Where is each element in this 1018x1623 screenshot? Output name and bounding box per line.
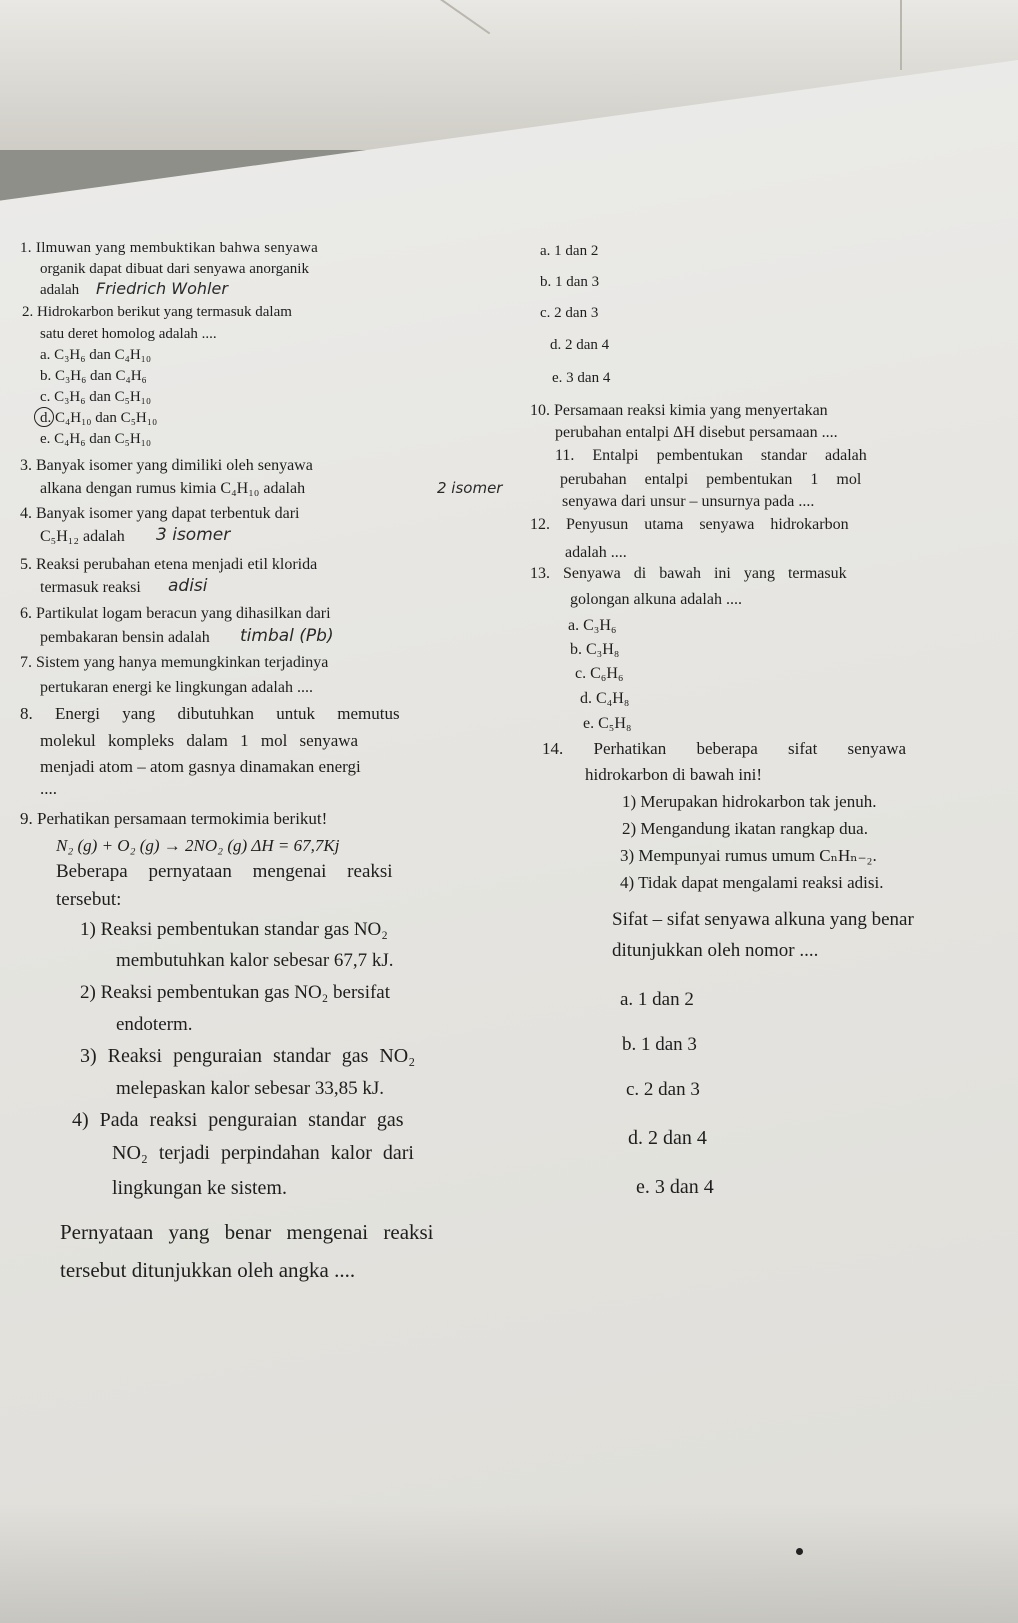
question-6-line: pembakaran bensin adalah (40, 629, 210, 646)
question-9-line: tersebut ditunjukkan oleh angka .... (60, 1258, 356, 1282)
option-r1b: b. 1 dan 3 (540, 274, 600, 290)
option-13c: c. C₆H₆ (575, 665, 624, 682)
question-9-line: tersebut: (56, 889, 122, 910)
question-13-line: golongan alkuna adalah .... (570, 591, 742, 608)
question-7-line: pertukaran energi ke lingkungan adalah .... (40, 679, 313, 696)
question-3-line: 3. Banyak isomer yang dimiliki oleh senyawa (20, 457, 313, 474)
question-12-line: adalah .... (565, 544, 627, 561)
statement-14-2: 2) Mengandung ikatan rangkap dua. (622, 819, 868, 838)
question-2-line: 2. Hidrokarbon berikut yang termasuk dalam (22, 304, 292, 320)
option-2a: a. C₃H₆ dan C₄H₁₀ (40, 347, 152, 363)
question-14-line: ditunjukkan oleh nomor .... (612, 940, 819, 961)
question-11-line: perubahan entalpi pembentukan 1 mol (560, 471, 862, 488)
question-6-line: 6. Partikulat logam beracun yang dihasilkan dari (20, 605, 331, 622)
question-9-line: Beberapa pernyataan mengenai reaksi (56, 861, 393, 882)
statement-9-2: 2) Reaksi pembentukan gas NO₂ bersifat (80, 982, 391, 1003)
handwritten-answer-4: 3 isomer (156, 525, 231, 545)
question-9-equation: N₂ (g) + O₂ (g) → 2NO₂ (g) ΔH = 67,7Kj (56, 836, 340, 855)
statement-9-4: lingkungan ke sistem. (112, 1177, 287, 1199)
statement-9-4: NO₂ terjadi perpindahan kalor dari (112, 1142, 414, 1164)
statement-9-3: 3) Reaksi penguraian standar gas NO₂ (80, 1045, 416, 1067)
statement-14-3: 3) Mempunyai rumus umum CₙHₙ₋₂. (620, 846, 877, 865)
question-1-line: adalah (40, 282, 80, 298)
question-5-line: 5. Reaksi perubahan etena menjadi etil klorida (20, 556, 318, 573)
question-4-line: 4. Banyak isomer yang dapat terbentuk dari (20, 505, 300, 522)
question-10-line: 10. Persamaan reaksi kimia yang menyertakan (530, 402, 828, 419)
floor-tile-seam (900, 0, 902, 70)
question-5-line: termasuk reaksi (40, 579, 141, 596)
option-13e: e. C₅H₈ (583, 715, 632, 732)
question-13-line: 13. Senyawa di bawah ini yang termasuk (530, 565, 847, 582)
question-14-line: Sifat – sifat senyawa alkuna yang benar (612, 909, 914, 930)
question-9-line: 9. Perhatikan persamaan termokimia berikut! (20, 809, 328, 828)
handwritten-answer-6: timbal (Pb) (240, 626, 334, 646)
question-9-line: Pernyataan yang benar mengenai reaksi (60, 1220, 434, 1244)
question-8-line: molekul kompleks dalam 1 mol senyawa (40, 731, 359, 750)
option-r2d: d. 2 dan 4 (628, 1127, 707, 1149)
option-2b: b. C₃H₆ dan C₄H₆ (40, 368, 147, 384)
option-r2c: c. 2 dan 3 (626, 1079, 700, 1100)
statement-9-1: 1) Reaksi pembentukan standar gas NO₂ (80, 919, 388, 940)
question-12-line: 12. Penyusun utama senyawa hidrokarbon (530, 516, 849, 533)
question-11-line: 11. Entalpi pembentukan standar adalah (555, 447, 867, 464)
question-14-line: hidrokarbon di bawah ini! (585, 765, 763, 784)
question-14-line: 14. Perhatikan beberapa sifat senyawa (542, 739, 907, 758)
question-8-line: .... (40, 779, 57, 798)
question-1-line: 1. Ilmuwan yang membuktikan bahwa senyawa (20, 240, 319, 256)
option-2e: e. C₄H₆ dan C₅H₁₀ (40, 431, 152, 447)
statement-9-1: membutuhkan kalor sebesar 67,7 kJ. (116, 950, 394, 971)
question-3-line: alkana dengan rumus kimia C₄H₁₀ adalah (40, 480, 306, 497)
option-13d: d. C₄H₈ (580, 690, 630, 707)
option-r2e: e. 3 dan 4 (636, 1176, 714, 1198)
option-r1e: e. 3 dan 4 (552, 370, 611, 386)
question-1-line: organik dapat dibuat dari senyawa anorganik (40, 261, 309, 277)
option-2d: d. C₄H₁₀ dan C₅H₁₀ (40, 410, 158, 426)
question-8-line: 8. Energi yang dibutuhkan untuk memutus (20, 704, 400, 723)
option-r2a: a. 1 dan 2 (620, 989, 694, 1010)
option-13a: a. C₃H₆ (568, 617, 617, 634)
option-r1d: d. 2 dan 4 (550, 337, 610, 353)
question-7-line: 7. Sistem yang hanya memungkinkan terjadinya (20, 654, 329, 671)
statement-14-1: 1) Merupakan hidrokarbon tak jenuh. (622, 792, 877, 811)
handwritten-answer-3: 2 isomer (437, 479, 503, 497)
option-r1a: a. 1 dan 2 (540, 243, 599, 259)
option-2c: c. C₃H₆ dan C₅H₁₀ (40, 389, 152, 405)
question-4-line: C₅H₁₂ adalah (40, 528, 125, 545)
statement-9-2: endoterm. (116, 1014, 193, 1035)
handwritten-answer-5: adisi (168, 576, 208, 596)
paper-shadow (0, 1503, 1018, 1623)
paper-speck (796, 1548, 803, 1555)
question-10-line: perubahan entalpi ΔH disebut persamaan .... (555, 424, 838, 441)
question-2-line: satu deret homolog adalah .... (40, 326, 217, 342)
statement-9-3: melepaskan kalor sebesar 33,85 kJ. (116, 1078, 385, 1099)
option-13b: b. C₃H₈ (570, 641, 620, 658)
statement-9-4: 4) Pada reaksi penguraian standar gas (72, 1109, 404, 1131)
option-r1c: c. 2 dan 3 (540, 305, 599, 321)
handwritten-answer-1: Friedrich Wohler (96, 279, 228, 298)
statement-14-4: 4) Tidak dapat mengalami reaksi adisi. (620, 873, 884, 892)
question-11-line: senyawa dari unsur – unsurnya pada .... (562, 493, 815, 510)
option-r2b: b. 1 dan 3 (622, 1034, 697, 1055)
question-8-line: menjadi atom – atom gasnya dinamakan energi (40, 757, 361, 776)
